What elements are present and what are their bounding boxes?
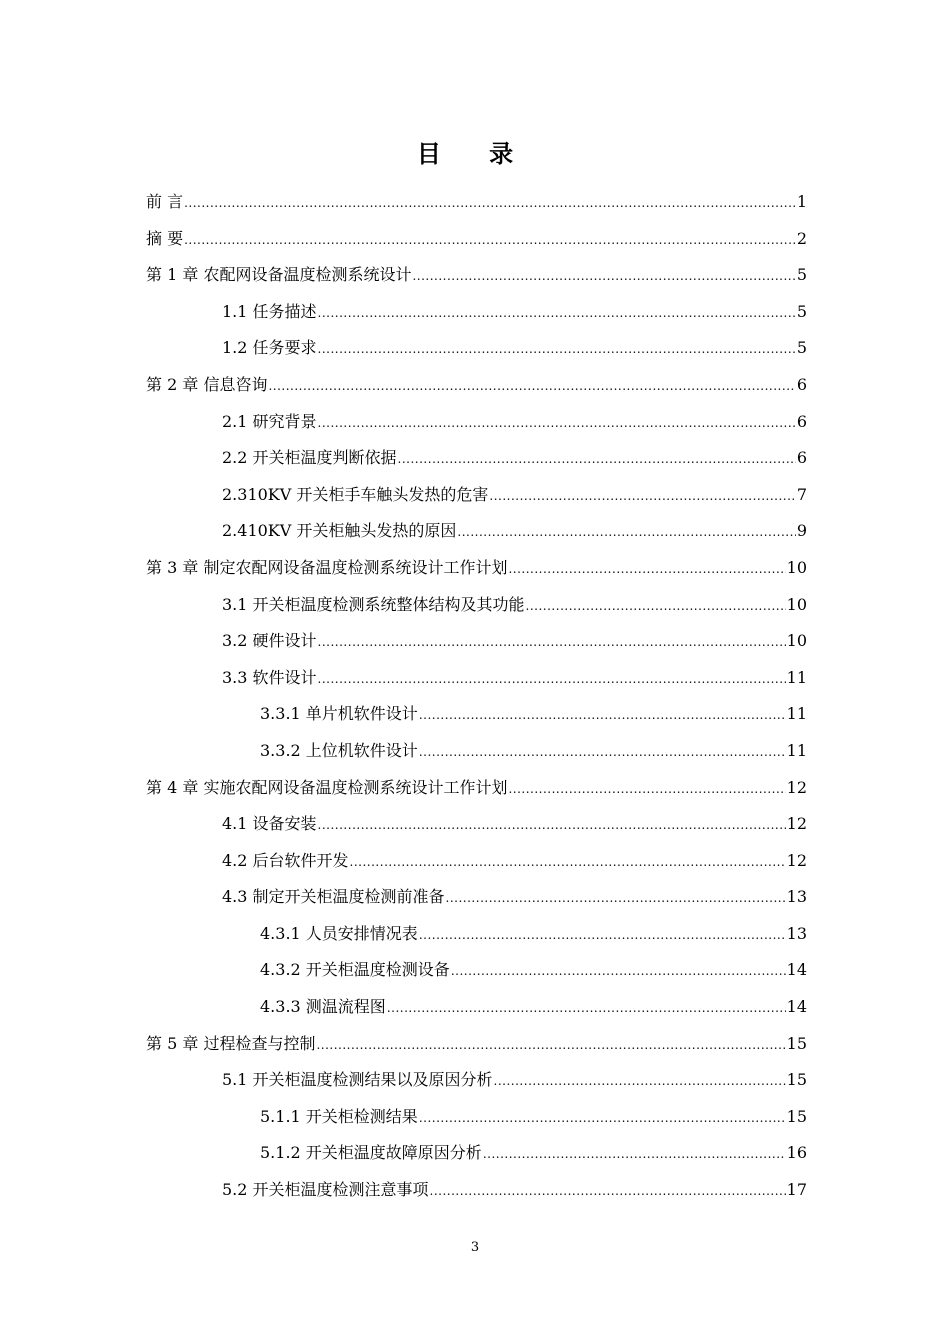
toc-entry-label: 第 3 章 制定农配网设备温度检测系统设计工作计划: [146, 557, 508, 577]
toc-entry-label: 第 1 章 农配网设备温度检测系统设计: [146, 265, 412, 285]
toc-entry-page: 15: [786, 1070, 807, 1090]
table-of-contents: [146, 184, 807, 1209]
toc-entry-label: 前 言: [146, 192, 184, 211]
toc-entry-label: 第 5 章 过程检查与控制: [146, 1033, 316, 1053]
page-number: 3: [470, 1240, 480, 1255]
toc-entry-label: 摘 要: [146, 228, 184, 248]
toc-entry[interactable]: [146, 1099, 807, 1136]
toc-entry[interactable]: [146, 330, 807, 367]
toc-leader-dots: [412, 258, 795, 295]
toc-entry-page: 11: [786, 704, 807, 724]
toc-entry-label: 5.2 开关柜温度检测注意事项: [222, 1180, 429, 1200]
toc-entry-page: 5: [796, 265, 807, 285]
toc-entry[interactable]: [146, 770, 807, 807]
toc-entry[interactable]: [146, 660, 807, 697]
toc-entry-label: 2.2 开关柜温度判断依据: [222, 448, 397, 468]
toc-leader-dots: [508, 771, 785, 808]
toc-leader-dots: [419, 697, 786, 734]
toc-entry-page: 16: [786, 1143, 807, 1163]
toc-entry[interactable]: [146, 989, 807, 1026]
toc-entry-label: 1.2 任务要求: [222, 338, 317, 358]
toc-entry-label: 2.410KV 开关柜触头发热的原因: [222, 521, 457, 541]
toc-entry-label: 3.2 硬件设计: [222, 631, 317, 651]
toc-leader-dots: [184, 222, 796, 259]
toc-entry[interactable]: [146, 294, 807, 331]
toc-entry-label: 3.3.1 单片机软件设计: [260, 704, 418, 724]
toc-entry-page: 12: [786, 777, 807, 797]
toc-entry[interactable]: [146, 477, 807, 514]
toc-leader-dots: [316, 1027, 785, 1064]
toc-leader-dots: [489, 478, 795, 515]
toc-entry-label: 2.1 研究背景: [222, 411, 317, 431]
toc-entry-page: 13: [786, 887, 807, 907]
toc-leader-dots: [318, 295, 796, 332]
toc-leader-dots: [268, 368, 795, 405]
toc-entry-page: 5: [796, 338, 807, 358]
toc-entry-label: 第 4 章 实施农配网设备温度检测系统设计工作计划: [146, 777, 508, 797]
toc-entry-page: 9: [796, 521, 807, 541]
toc-entry[interactable]: [146, 806, 807, 843]
toc-leader-dots: [184, 185, 796, 222]
toc-entry[interactable]: [146, 1026, 807, 1063]
toc-entry-page: 2: [796, 228, 807, 248]
toc-entry-page: 11: [786, 667, 807, 687]
toc-entry-page: 12: [786, 814, 807, 834]
toc-entry-page: 14: [786, 997, 807, 1017]
toc-entry-page: 15: [786, 1106, 807, 1126]
toc-entry[interactable]: [146, 916, 807, 953]
toc-entry[interactable]: [146, 404, 807, 441]
toc-entry[interactable]: [146, 1135, 807, 1172]
toc-leader-dots: [483, 1136, 786, 1173]
toc-leader-dots: [419, 917, 786, 954]
toc-entry-page: 10: [786, 557, 807, 577]
toc-entry-page: 13: [786, 923, 807, 943]
toc-entry[interactable]: [146, 513, 807, 550]
toc-entry-page: 14: [786, 960, 807, 980]
toc-entry[interactable]: [146, 1172, 807, 1209]
toc-leader-dots: [387, 990, 786, 1027]
toc-entry[interactable]: [146, 733, 807, 770]
toc-entry-label: 4.3 制定开关柜温度检测前准备: [222, 887, 445, 907]
toc-entry[interactable]: [146, 221, 807, 258]
toc-title: 目 录: [416, 140, 534, 168]
toc-entry-page: 7: [796, 484, 807, 504]
toc-entry-page: 17: [786, 1180, 807, 1200]
toc-leader-dots: [526, 588, 786, 625]
toc-entry[interactable]: [146, 1062, 807, 1099]
toc-entry-page: 5: [796, 301, 807, 321]
toc-entry-label: 3.1 开关柜温度检测系统整体结构及其功能: [222, 594, 525, 614]
toc-leader-dots: [508, 551, 785, 588]
toc-entry[interactable]: [146, 587, 807, 624]
toc-entry[interactable]: [146, 550, 807, 587]
toc-leader-dots: [494, 1063, 786, 1100]
toc-entry-label: 3.3 软件设计: [222, 667, 317, 687]
toc-leader-dots: [446, 880, 786, 917]
toc-entry-page: 10: [786, 631, 807, 651]
toc-entry-label: 4.3.3 测温流程图: [260, 997, 386, 1017]
toc-entry-page: 12: [786, 850, 807, 870]
toc-entry-page: 11: [786, 740, 807, 760]
toc-leader-dots: [318, 331, 796, 368]
toc-entry-page: 6: [796, 374, 807, 394]
toc-entry[interactable]: [146, 623, 807, 660]
toc-entry[interactable]: [146, 843, 807, 880]
toc-leader-dots: [451, 953, 786, 990]
toc-leader-dots: [318, 405, 796, 442]
toc-entry-page: 6: [796, 411, 807, 431]
toc-entry-label: 5.1 开关柜温度检测结果以及原因分析: [222, 1070, 493, 1090]
toc-entry-label: 2.310KV 开关柜手车触头发热的危害: [222, 484, 489, 504]
toc-leader-dots: [318, 624, 786, 661]
toc-leader-dots: [318, 807, 786, 844]
toc-entry[interactable]: [146, 879, 807, 916]
toc-leader-dots: [419, 734, 786, 771]
toc-entry-label: 4.1 设备安装: [222, 814, 317, 834]
toc-entry[interactable]: [146, 440, 807, 477]
toc-entry[interactable]: [146, 696, 807, 733]
toc-entry-label: 1.1 任务描述: [222, 301, 317, 321]
toc-leader-dots: [457, 514, 795, 551]
toc-entry-page: 15: [786, 1033, 807, 1053]
toc-entry-label: 4.3.2 开关柜温度检测设备: [260, 960, 450, 980]
toc-entry-label: 4.2 后台软件开发: [222, 850, 349, 870]
toc-entry[interactable]: [146, 184, 807, 221]
toc-leader-dots: [419, 1100, 786, 1137]
toc-entry-label: 3.3.2 上位机软件设计: [260, 740, 418, 760]
toc-entry-page: 6: [796, 448, 807, 468]
toc-entry[interactable]: [146, 257, 807, 294]
toc-entry[interactable]: [146, 952, 807, 989]
toc-entry-label: 第 2 章 信息咨询: [146, 374, 268, 394]
toc-entry-label: 4.3.1 人员安排情况表: [260, 923, 418, 943]
toc-entry-page: 1: [796, 192, 807, 211]
toc-entry-label: 5.1.2 开关柜温度故障原因分析: [260, 1143, 482, 1163]
toc-entry-page: 10: [786, 594, 807, 614]
toc-leader-dots: [318, 661, 786, 698]
toc-leader-dots: [398, 441, 796, 478]
toc-entry-label: 5.1.1 开关柜检测结果: [260, 1106, 418, 1126]
toc-leader-dots: [430, 1173, 786, 1210]
toc-entry[interactable]: [146, 367, 807, 404]
toc-leader-dots: [350, 844, 786, 881]
